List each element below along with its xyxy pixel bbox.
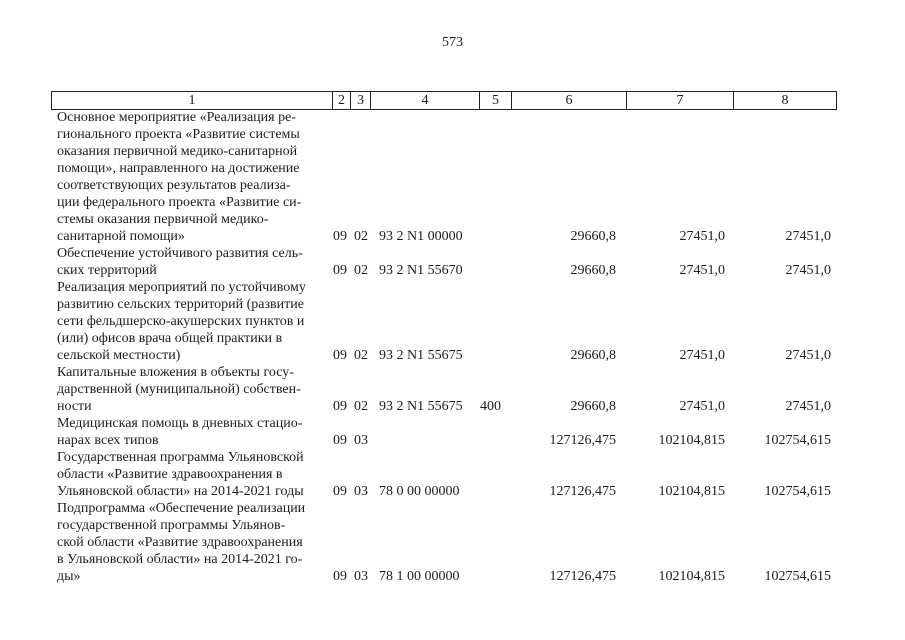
amount-col-8: 27451,0 xyxy=(785,229,831,244)
row-description xyxy=(57,109,327,245)
description-line: Основное мероприятие «Реализация ре- xyxy=(57,110,296,125)
amount-col-6: 29660,8 xyxy=(570,399,616,414)
section-code: 09 xyxy=(333,484,347,499)
description-line: гионального проекта «Развитие системы xyxy=(57,127,300,142)
description-line: (или) офисов врача общей практики в xyxy=(57,331,283,346)
subsection-code: 02 xyxy=(354,399,368,414)
description-line: Капитальные вложения в объекты госу- xyxy=(57,365,294,380)
amount-col-7: 102104,815 xyxy=(658,569,725,584)
amount-col-7: 27451,0 xyxy=(679,263,725,278)
table-row xyxy=(57,109,837,245)
subsection-code: 03 xyxy=(354,484,368,499)
column-number-header xyxy=(51,91,837,110)
target-article-code: 78 1 00 00000 xyxy=(379,569,460,584)
header-col-1: 1 xyxy=(52,92,333,110)
subsection-code: 02 xyxy=(354,263,368,278)
target-article-code: 93 2 N1 00000 xyxy=(379,229,463,244)
description-line: оказания первичной медико-санитарной xyxy=(57,144,298,159)
table-row xyxy=(57,279,837,364)
subsection-code: 03 xyxy=(354,569,368,584)
section-code: 09 xyxy=(333,263,347,278)
target-article-code: 93 2 N1 55670 xyxy=(379,263,463,278)
row-description xyxy=(57,500,327,585)
description-line: стемы оказания первичной медико- xyxy=(57,212,269,227)
target-article-code: 93 2 N1 55675 xyxy=(379,399,463,414)
section-code: 09 xyxy=(333,569,347,584)
description-line: ских территорий xyxy=(57,263,157,278)
description-line: Обеспечение устойчивого развития сель- xyxy=(57,246,303,261)
description-line: Подпрограмма «Обеспечение реализации xyxy=(57,501,306,516)
header-col-5: 5 xyxy=(480,92,512,110)
table-row xyxy=(57,449,837,500)
header-col-3: 3 xyxy=(351,92,371,110)
description-line: развитию сельских территорий (развитие xyxy=(57,297,304,312)
amount-col-6: 29660,8 xyxy=(570,229,616,244)
header-col-6: 6 xyxy=(512,92,627,110)
description-line: сельской местности) xyxy=(57,348,181,363)
amount-col-6: 127126,475 xyxy=(549,433,616,448)
section-code: 09 xyxy=(333,229,347,244)
description-line: ции федерального проекта «Развитие си- xyxy=(57,195,302,210)
amount-col-7: 27451,0 xyxy=(679,399,725,414)
amount-col-7: 27451,0 xyxy=(679,229,725,244)
description-line: соответствующих результатов реализа- xyxy=(57,178,291,193)
amount-col-7: 102104,815 xyxy=(658,433,725,448)
page-number: 573 xyxy=(442,35,463,50)
section-code: 09 xyxy=(333,399,347,414)
amount-col-6: 127126,475 xyxy=(549,484,616,499)
description-line: помощи», направленного на достижение xyxy=(57,161,300,176)
amount-col-8: 102754,615 xyxy=(764,569,831,584)
description-line: ской области «Развитие здравоохранения xyxy=(57,535,303,550)
header-col-7: 7 xyxy=(627,92,734,110)
amount-col-8: 27451,0 xyxy=(785,399,831,414)
subsection-code: 02 xyxy=(354,348,368,363)
description-line: сети фельдшерско-акушерских пунктов и xyxy=(57,314,305,329)
row-description xyxy=(57,245,327,279)
expense-type-code: 400 xyxy=(480,399,501,414)
description-line: дарственной (муниципальной) собствен- xyxy=(57,382,301,397)
description-line: Реализация мероприятий по устойчивому xyxy=(57,280,306,295)
description-line: Ульяновской области» на 2014-2021 годы xyxy=(57,484,304,499)
amount-col-6: 29660,8 xyxy=(570,348,616,363)
description-line: ности xyxy=(57,399,92,414)
amount-col-6: 127126,475 xyxy=(549,569,616,584)
section-code: 09 xyxy=(333,433,347,448)
table-row xyxy=(57,245,837,279)
amount-col-7: 27451,0 xyxy=(679,348,725,363)
table-row xyxy=(57,415,837,449)
amount-col-7: 102104,815 xyxy=(658,484,725,499)
row-description xyxy=(57,364,327,415)
description-line: санитарной помощи» xyxy=(57,229,185,244)
subsection-code: 02 xyxy=(354,229,368,244)
amount-col-8: 102754,615 xyxy=(764,433,831,448)
table-row xyxy=(57,500,837,585)
row-description xyxy=(57,415,327,449)
target-article-code: 93 2 N1 55675 xyxy=(379,348,463,363)
budget-table-body xyxy=(57,109,837,585)
subsection-code: 03 xyxy=(354,433,368,448)
description-line: в Ульяновской области» на 2014-2021 го- xyxy=(57,552,303,567)
description-line: ды» xyxy=(57,569,81,584)
section-code: 09 xyxy=(333,348,347,363)
description-line: нарах всех типов xyxy=(57,433,159,448)
description-line: государственной программы Ульянов- xyxy=(57,518,286,533)
amount-col-8: 27451,0 xyxy=(785,348,831,363)
description-line: Государственная программа Ульяновской xyxy=(57,450,304,465)
target-article-code: 78 0 00 00000 xyxy=(379,484,460,499)
header-col-8: 8 xyxy=(734,92,837,110)
header-col-4: 4 xyxy=(371,92,480,110)
amount-col-8: 102754,615 xyxy=(764,484,831,499)
amount-col-8: 27451,0 xyxy=(785,263,831,278)
amount-col-6: 29660,8 xyxy=(570,263,616,278)
header-col-2: 2 xyxy=(333,92,351,110)
table-row xyxy=(57,364,837,415)
description-line: Медицинская помощь в дневных стацио- xyxy=(57,416,303,431)
row-description xyxy=(57,449,327,500)
row-description xyxy=(57,279,327,364)
description-line: области «Развитие здравоохранения в xyxy=(57,467,283,482)
